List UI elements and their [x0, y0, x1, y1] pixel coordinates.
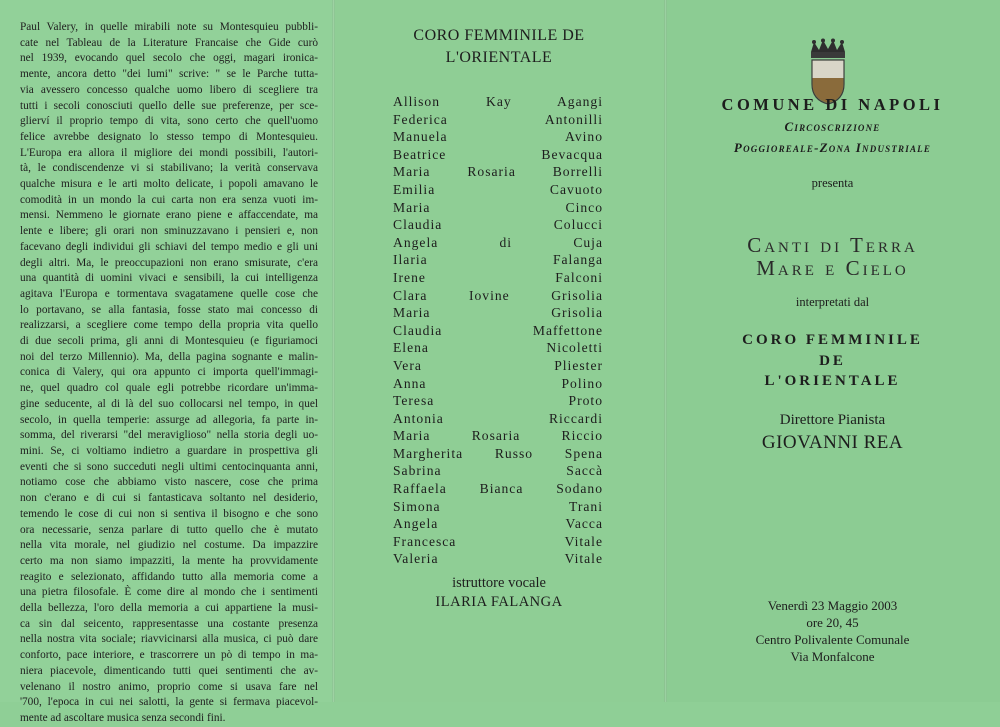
- member-name: Allison Kay Agangi: [393, 94, 603, 109]
- essay-line: qualche misura e le arti molto delicate, i popoli amavano le: [20, 178, 318, 191]
- circoscrizione-label: Circoscrizione: [784, 119, 881, 134]
- member-name: Raffaela Bianca Sodano: [393, 481, 603, 497]
- member-name: Angela Vacca: [393, 516, 603, 532]
- member-name: Angela di Cuja: [393, 234, 603, 250]
- coro-line2: DE: [819, 353, 846, 369]
- member-name: Vera Pliester: [393, 357, 603, 373]
- essay-line: conforto, pace interiore, e trascorrere un pò di tempo in ma-: [20, 649, 318, 662]
- essay-line: via avessero concesso qualche uomo libero di scegliere tra: [20, 83, 318, 96]
- essay-line: lente e libere; gli orari non sminuzzavano i pensieri e, non: [20, 225, 318, 238]
- essay-line: mini. Se, ci voltiamo indietro a guardare in prospettiva gli: [20, 444, 318, 457]
- essay-line: notiamo cose che abbiamo visto nascere, cose che prima: [20, 476, 318, 489]
- member-name: Claudia Maffettone: [393, 322, 603, 338]
- essay-line: certo ma non siamo impazziti, la mente ha provvidamente: [20, 554, 318, 567]
- essay-line: tutti i secoli conosciuti quello delle sue preferenze, per sce-: [20, 99, 318, 112]
- member-name: Claudia Colucci: [393, 217, 603, 233]
- essay-line: nella vita morale, nel giudizio nel costume. Da impazzire: [20, 539, 318, 552]
- essay-line: cate nel Tableau de la Literature Francaise che Gide curò: [20, 36, 318, 49]
- essay-line: secolo, in quella temperie: assurge ad allegoria, fa parte in-: [20, 413, 318, 426]
- essay-line: gine seducente, al di là del suo collocarsi nel tempo, in quel: [20, 397, 318, 410]
- essay-line: mensi. Nemmeno le giornate erano piene e affaccendate, ma: [20, 209, 318, 222]
- left-panel: [0, 0, 333, 724]
- member-name: Federica Antonilli: [393, 111, 603, 127]
- essay-line: nella nostra vita sociale; riavvicinarsi alla musica, ci può dare: [20, 633, 318, 646]
- essay-line: ne, quel quadro col quale egli potrebbe ricordare un'imma-: [20, 382, 318, 395]
- vocal-instructor-name: ILARIA FALANGA: [435, 594, 563, 610]
- member-list: [393, 93, 603, 568]
- zona-label: Poggioreale-Zona Industriale: [733, 140, 932, 155]
- event-venue: Centro Polivalente Comunale: [755, 632, 910, 647]
- essay-line: ca sin dal seicento, rappresentasse una costante presenza: [20, 617, 318, 630]
- essay-line: noi del terzo Millennio). Ma, della pagina sognante e malin-: [20, 350, 318, 363]
- coro-line1: CORO FEMMINILE: [742, 332, 923, 348]
- essay-line: conica di Valery, qui ora appunto ci importa quell'immagi-: [20, 366, 318, 379]
- essay-line: velenano il nostro animo, proprio come si usava fare nel: [20, 680, 318, 693]
- essay-line: L'Europa era allora il migliore dei mondi possibili, l'autori-: [20, 146, 318, 159]
- event-time: ore 20, 45: [806, 615, 859, 630]
- choir-title-line1: CORO FEMMINILE DE: [413, 27, 585, 44]
- choir-title-line2: L'ORIENTALE: [445, 49, 553, 66]
- essay-line: degli altri. Ma, le preoccupazioni non erano smisurate, c'era: [20, 256, 318, 269]
- essay-line: non c'erano e di cui si fantasticava soltanto nel desiderio,: [20, 492, 318, 505]
- member-name: Sabrina Saccà: [393, 463, 603, 479]
- fold-crease: [664, 0, 667, 702]
- member-name: Margherita Russo Spena: [393, 445, 603, 461]
- member-name: Valeria Vitale: [393, 551, 603, 567]
- fold-crease: [332, 0, 335, 702]
- essay-line: reagito e selezionato, affidando tutto alla memoria come a: [20, 570, 318, 583]
- member-name: Beatrice Bevacqua: [393, 146, 603, 162]
- event-date: Venerdì 23 Maggio 2003: [767, 598, 898, 613]
- member-name: Teresa Proto: [393, 393, 603, 409]
- essay-line: '700, l'epoca in cui nei salotti, la gente si fermava piacevol-: [20, 696, 318, 709]
- member-name: Elena Nicoletti: [393, 340, 603, 356]
- essay-line: Paul Valery, in quelle mirabili note su Montesquieu pubbli-: [20, 21, 318, 33]
- member-name: Antonia Riccardi: [393, 410, 603, 426]
- vocal-instructor-label: istruttore vocale: [452, 575, 546, 591]
- member-name: Emilia Cavuoto: [393, 181, 603, 197]
- member-name: Clara Iovine Grisolia: [393, 287, 603, 303]
- essay-line: realizzarsi, a scegliere come tempo della propria vita quello: [20, 319, 318, 332]
- essay-line: temendo le cose di cui non si sentiva il bisogno e che sono: [20, 507, 318, 520]
- essay-line: felice avrebbe designato lo stesso tempo di Montesquieu.: [20, 130, 318, 143]
- essay-line: della bellezza, l'oro della memoria a cui appartiene la musi-: [20, 602, 318, 615]
- essay-line: comodità in un mondo la cui carta non era senza vuoti im-: [20, 193, 318, 206]
- essay-line: una pietra filosofale. È come dire al mondo che i sentimenti: [20, 586, 318, 599]
- essay-line: mente ad ascoltare musica senza secondi fini.: [20, 711, 226, 724]
- essay-line: di due secoli prima, gli anni di Montesquieu (e figuriamoci: [20, 335, 318, 348]
- essay-line: agitava l'Europa e tormentava svagatamene quelle cose che: [20, 287, 318, 300]
- essay-line: tà, le condiscendenze vi si stabilivano; la verità conservava: [20, 162, 318, 175]
- event-title-line1: Canti di Terra: [747, 233, 918, 257]
- member-name: Maria Grisolia: [393, 305, 603, 321]
- essay-line: ora necessarie, senza parlare di tutto quello che è mutato: [20, 523, 318, 536]
- member-name: Irene Falconi: [393, 269, 603, 285]
- event-title-line2: Mare e Cielo: [756, 256, 909, 280]
- essay-line: mente, ancora detto "dei lumi" scrive: " se le Parche tutta-: [20, 68, 318, 81]
- choir-title: [333, 25, 665, 69]
- coro-line3: L'ORIENTALE: [764, 373, 901, 389]
- essay-text: [20, 20, 318, 727]
- member-name: Anna Polino: [393, 375, 603, 391]
- member-name: Ilaria Falanga: [393, 252, 603, 268]
- member-name: Francesca Vitale: [393, 533, 603, 549]
- presenta-label: presenta: [811, 176, 854, 190]
- middle-panel: [333, 0, 665, 702]
- comune-heading: COMUNE DI NAPOLI: [721, 95, 944, 114]
- member-name: Manuela Avino: [393, 129, 603, 145]
- member-name: Maria Cinco: [393, 199, 603, 215]
- essay-line: somma, del riverarsi "del meraviglioso" nella storia degli uo-: [20, 429, 318, 442]
- member-name: Simona Trani: [393, 498, 603, 514]
- essay-line: niera piacevole, dimenticando tutti quei sentimenti che av-: [20, 664, 318, 677]
- direttore-label: Direttore Pianista: [779, 412, 886, 428]
- right-panel: [665, 0, 1000, 702]
- essay-line: facevano degli individui gli schiavi del tempo medio e gli uni: [20, 240, 318, 253]
- essay-line: nel 1939, evocando quel secolo che oggi, magari ironica-: [20, 52, 318, 65]
- member-name: Maria Rosaria Borrelli: [393, 164, 603, 180]
- interpretati-label: interpretati dal: [795, 295, 870, 309]
- direttore-name: GIOVANNI REA: [761, 432, 904, 453]
- event-street: Via Monfalcone: [790, 649, 875, 664]
- essay-line: glierví il proprio tempo di vita, sono certo che quell'uomo: [20, 115, 318, 128]
- essay-line: lo portavano, se alla fantasia, fosse stato mai concesso di: [20, 303, 318, 316]
- essay-line: eventi che si sono succeduti negli ultimi centocinquanta anni,: [20, 460, 318, 473]
- essay-line: una quantità di uomini vivaci e sensibili, la cui intelligenza: [20, 272, 318, 285]
- member-name: Maria Rosaria Riccio: [393, 428, 603, 444]
